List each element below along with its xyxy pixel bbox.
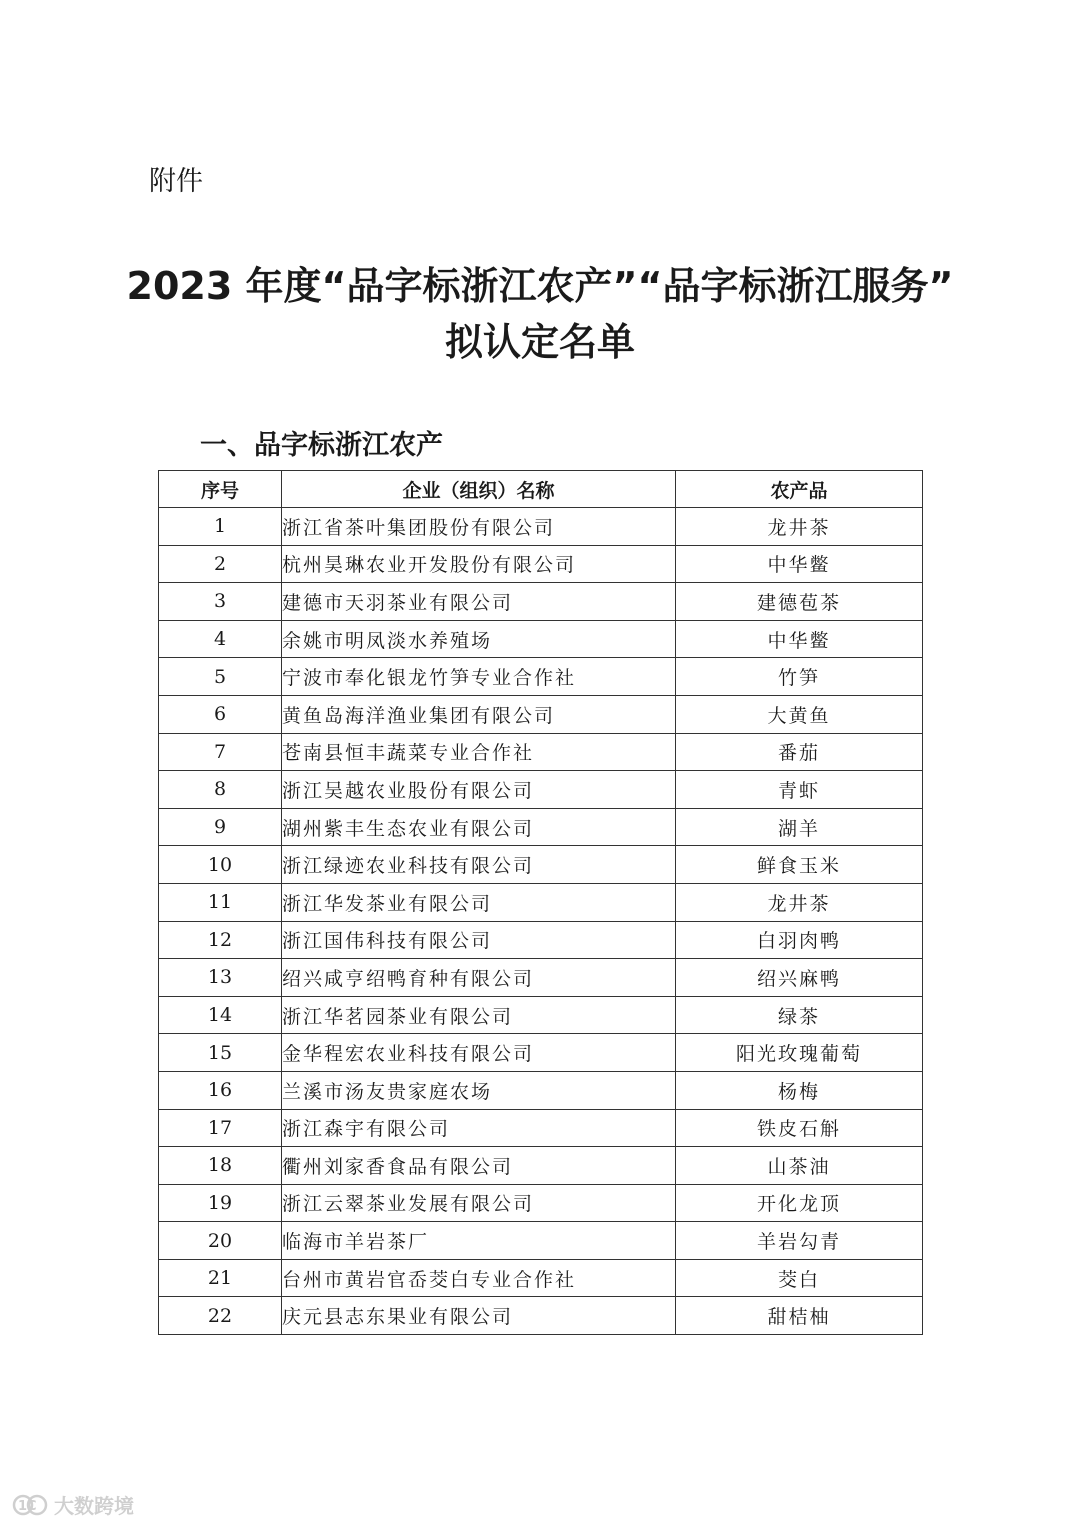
row-enterprise-name: 湖州紫丰生态农业有限公司	[282, 808, 676, 846]
row-serial-number: 11	[159, 883, 282, 921]
row-product: 阳光玫瑰葡萄	[676, 1034, 923, 1072]
table-row	[159, 1222, 923, 1260]
row-serial-number: 3	[159, 583, 282, 621]
table-row	[159, 695, 923, 733]
table-row	[159, 1071, 923, 1109]
row-serial-number: 17	[159, 1109, 282, 1147]
row-enterprise-name: 衢州刘家香食品有限公司	[282, 1147, 676, 1185]
table-row	[159, 921, 923, 959]
row-product: 铁皮石斛	[676, 1109, 923, 1147]
row-serial-number: 21	[159, 1259, 282, 1297]
row-enterprise-name: 台州市黄岩官岙茭白专业合作社	[282, 1259, 676, 1297]
row-product: 绿茶	[676, 996, 923, 1034]
row-enterprise-name: 浙江绿迹农业科技有限公司	[282, 846, 676, 884]
row-product: 鲜食玉米	[676, 846, 923, 884]
row-product: 白羽肉鸭	[676, 921, 923, 959]
row-enterprise-name: 浙江森宇有限公司	[282, 1109, 676, 1147]
row-enterprise-name: 浙江华茗园茶业有限公司	[282, 996, 676, 1034]
header-serial-number: 序号	[159, 471, 282, 508]
row-product: 中华鳖	[676, 545, 923, 583]
row-serial-number: 9	[159, 808, 282, 846]
table-row	[159, 508, 923, 546]
row-enterprise-name: 浙江华发茶业有限公司	[282, 883, 676, 921]
row-serial-number: 1	[159, 508, 282, 546]
row-enterprise-name: 庆元县志东果业有限公司	[282, 1297, 676, 1335]
table-row	[159, 1147, 923, 1185]
section-heading: 一、品字标浙江农产	[200, 430, 443, 461]
table-row	[159, 808, 923, 846]
table-row	[159, 1259, 923, 1297]
certification-table	[158, 470, 923, 1335]
table-body	[159, 508, 923, 1335]
row-product: 开化龙顶	[676, 1184, 923, 1222]
row-product: 茭白	[676, 1259, 923, 1297]
attachment-label: 附件	[149, 166, 203, 197]
row-serial-number: 15	[159, 1034, 282, 1072]
row-enterprise-name: 杭州昊琳农业开发股份有限公司	[282, 545, 676, 583]
row-product: 山茶油	[676, 1147, 923, 1185]
row-product: 杨梅	[676, 1071, 923, 1109]
row-serial-number: 14	[159, 996, 282, 1034]
row-product: 大黄鱼	[676, 695, 923, 733]
row-serial-number: 7	[159, 733, 282, 771]
row-product: 番茄	[676, 733, 923, 771]
row-enterprise-name: 余姚市明凤淡水养殖场	[282, 620, 676, 658]
row-product: 龙井茶	[676, 883, 923, 921]
page-title-line-2: 拟认定名单	[444, 320, 635, 364]
table-row	[159, 658, 923, 696]
header-product: 农产品	[676, 471, 923, 508]
row-serial-number: 12	[159, 921, 282, 959]
table-row	[159, 1109, 923, 1147]
row-serial-number: 18	[159, 1147, 282, 1185]
row-serial-number: 13	[159, 959, 282, 997]
row-serial-number: 16	[159, 1071, 282, 1109]
row-serial-number: 4	[159, 620, 282, 658]
row-product: 建德苞茶	[676, 583, 923, 621]
row-product: 绍兴麻鸭	[676, 959, 923, 997]
row-enterprise-name: 临海市羊岩茶厂	[282, 1222, 676, 1260]
watermark-text: 大数跨境	[54, 1494, 134, 1518]
row-enterprise-name: 浙江国伟科技有限公司	[282, 921, 676, 959]
row-serial-number: 8	[159, 771, 282, 809]
table-row	[159, 545, 923, 583]
row-product: 竹笋	[676, 658, 923, 696]
table-row	[159, 883, 923, 921]
table-row	[159, 1034, 923, 1072]
row-enterprise-name: 绍兴咸亨绍鸭育种有限公司	[282, 959, 676, 997]
row-serial-number: 22	[159, 1297, 282, 1335]
table-header-row	[159, 471, 923, 508]
row-serial-number: 6	[159, 695, 282, 733]
row-enterprise-name: 宁波市奉化银龙竹笋专业合作社	[282, 658, 676, 696]
page-title-line-1: 2023 年度“品字标浙江农产”“品字标浙江服务”	[126, 264, 954, 308]
row-serial-number: 10	[159, 846, 282, 884]
row-product: 青虾	[676, 771, 923, 809]
row-enterprise-name: 苍南县恒丰蔬菜专业合作社	[282, 733, 676, 771]
table-row	[159, 846, 923, 884]
row-product: 湖羊	[676, 808, 923, 846]
table-row	[159, 620, 923, 658]
table-row	[159, 996, 923, 1034]
row-serial-number: 20	[159, 1222, 282, 1260]
header-enterprise-name: 企业（组织）名称	[282, 471, 676, 508]
row-enterprise-name: 黄鱼岛海洋渔业集团有限公司	[282, 695, 676, 733]
row-enterprise-name: 建德市天羽茶业有限公司	[282, 583, 676, 621]
row-enterprise-name: 金华程宏农业科技有限公司	[282, 1034, 676, 1072]
table-row	[159, 583, 923, 621]
page-title	[0, 258, 1080, 370]
watermark	[12, 1490, 134, 1519]
row-enterprise-name: 浙江云翠茶业发展有限公司	[282, 1184, 676, 1222]
row-serial-number: 19	[159, 1184, 282, 1222]
row-product: 羊岩勾青	[676, 1222, 923, 1260]
row-product: 甜桔柚	[676, 1297, 923, 1335]
watermark-logo-text: 1C	[18, 1498, 37, 1514]
table-row	[159, 1297, 923, 1335]
row-serial-number: 2	[159, 545, 282, 583]
row-enterprise-name: 兰溪市汤友贵家庭农场	[282, 1071, 676, 1109]
row-product: 龙井茶	[676, 508, 923, 546]
row-enterprise-name: 浙江吴越农业股份有限公司	[282, 771, 676, 809]
watermark-logo-icon	[12, 1494, 48, 1516]
table-row	[159, 959, 923, 997]
table-row	[159, 771, 923, 809]
row-enterprise-name: 浙江省茶叶集团股份有限公司	[282, 508, 676, 546]
row-product: 中华鳖	[676, 620, 923, 658]
row-serial-number: 5	[159, 658, 282, 696]
table-row	[159, 733, 923, 771]
table-row	[159, 1184, 923, 1222]
